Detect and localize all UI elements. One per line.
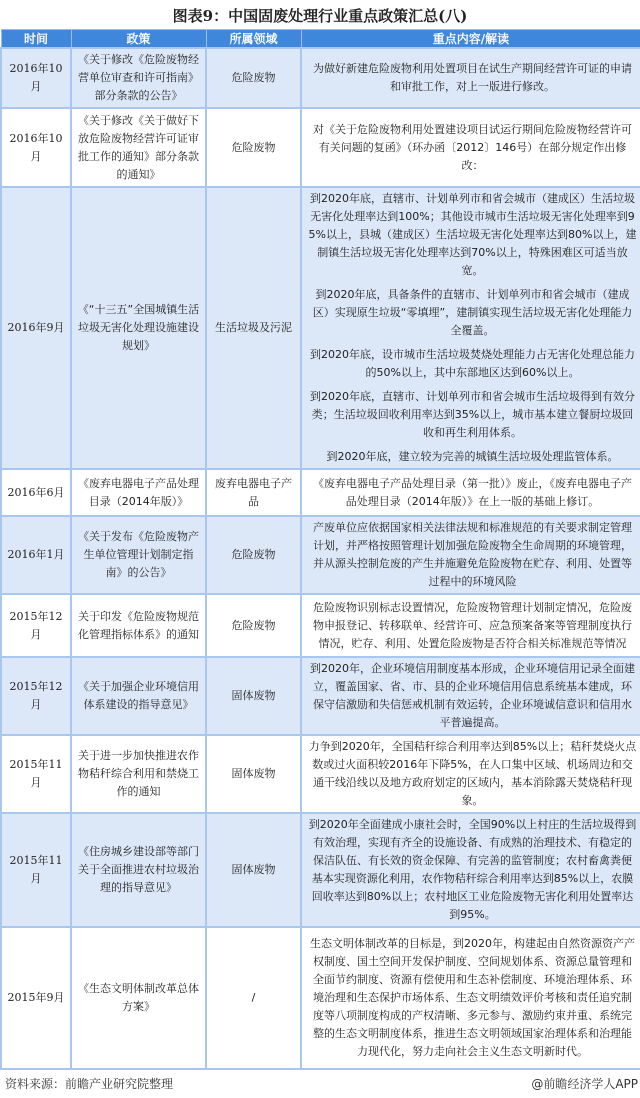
content-paragraph: 产废单位应依据国家相关法律法规和标准规范的有关要求制定管理计划，并严格按照管理计划加强危险废物全生命周期的环境管理，并从源头控制危废的产生并施避免危险废物在贮存、利用、处置等 过程中的环境风险 <box>313 521 632 588</box>
policy-table <box>0 29 640 1070</box>
table-row <box>1 516 640 594</box>
row-field: 危险废物 <box>206 108 301 187</box>
header-content: 重点内容/解读 <box>301 30 640 49</box>
row-field: 危险废物 <box>206 516 301 594</box>
table-header <box>1 30 640 49</box>
row-policy: 《生态文明体制改革总体方案》 <box>71 927 206 1069</box>
content-paragraph: 对《关于危险废物利用处置建设项目试运行期间危险废物经营许可有关问题的复函》（环办函〔2012〕146号）在部分规定作出修改： <box>313 122 632 172</box>
row-date: 2015年12月 <box>1 594 71 657</box>
row-date: 2016年9月 <box>1 187 71 469</box>
row-content <box>301 108 640 187</box>
row-content <box>301 813 640 927</box>
content-paragraph: 危险废物识别标志设置情况，危险废物管理计划制定情况，危险废物申报登记、转移联单、经营许可、应急预案备案等管理制度执行情况，贮存、利用、处置危险废物是否符合相关标准规范等情况 <box>313 600 632 650</box>
row-policy: 《关于修改《关于做好下放危险废物经营许可证审批工作的通知》部分条款的通知》 <box>71 108 206 187</box>
row-policy: 《“十三五”全国城镇生活垃圾无害化处理设施建设规划》 <box>71 187 206 469</box>
row-field: 固体废物 <box>206 657 301 735</box>
row-content <box>301 516 640 594</box>
row-date: 2016年10月 <box>1 48 71 108</box>
content-paragraph: 到2020年底，直辖市、计划单列市和省会城市生活垃圾得到有效分类；生活垃圾回收利用率达到35%以上，城市基本建立餐厨垃圾回收和再生利用体系。 <box>310 390 635 439</box>
row-date: 2015年11月 <box>1 813 71 927</box>
header-policy: 政策 <box>71 30 206 49</box>
footer <box>0 1070 640 1098</box>
content-paragraph: 到2020年，企业环境信用制度基本形成，企业环境信用记录全面建立，覆盖国家、省、市、县的企业环境信用信息系统基本建成，环保守信激励和失信惩戒机制有效运转，企业环境诚信意识和信用水平普遍提高。 <box>310 662 635 729</box>
row-policy: 《废弃电器电子产品处理目录（2014年版）》 <box>71 469 206 516</box>
row-policy: 关于进一步加快推进农作物秸秆综合利用和禁烧工作的通知 <box>71 735 206 813</box>
table-row <box>1 48 640 108</box>
row-policy: 《关于发布《危险废物产生单位管理计划制定指南》的公告》 <box>71 516 206 594</box>
row-date: 2016年10月 <box>1 108 71 187</box>
content-paragraph: 到2020年底，建立较为完善的城镇生活垃圾处理监管体系。 <box>326 450 619 463</box>
table-row <box>1 469 640 516</box>
row-content <box>301 469 640 516</box>
table-row <box>1 813 640 927</box>
header-field: 所属领域 <box>206 30 301 49</box>
content-paragraph: 生态文明体制改革的目标是，到2020年，构建起由自然资源资产产权制度、国土空间开发保护制度、空间规划体系、资源总量管理和全面节约制度、资源有偿使用和生态补偿制度、环境治理体系、环境治理和生态保护市场体系、生态文明绩效评价考核和责任追究制度等八项制度构成的产权清晰、多元参与、激励约束并重、系统完整的生态文明制度体系，推进生态文明领域国家治理体系和治理能力现代化，努力走向社会主义生态文明新时代。 <box>310 937 635 1058</box>
row-content <box>301 594 640 657</box>
content-paragraph: 为做好新建危险废物利用处置项目在试生产期间经营许可证的申请和审批工作，对上一版进行修改。 <box>313 62 632 93</box>
row-field: 废弃电器电子产品 <box>206 469 301 516</box>
content-paragraph: 《废弃电器电子产品处理目录（第一批）》废止，《废弃电器电子产品处理目录（2014年版）》在上一版的基础上修订。 <box>313 476 632 508</box>
row-policy: 《住房城乡建设部等部门关于全面推进农村垃圾治理的指导意见》 <box>71 813 206 927</box>
page-title: 图表9：中国固废处理行业重点政策汇总(八) <box>172 7 468 25</box>
content-paragraph: 到2020年底，直辖市、计划单列市和省会城市（建成区）生活垃圾无害化处理率达到100%；其他设市城市生活垃圾无害化处理率到95%以上，县城（建成区）生活垃圾无害化处理率达到80%以上，建制镇生活垃圾无害化处理率达到70%以上，特殊困难区可适当放宽。 <box>308 192 637 277</box>
table-row <box>1 594 640 657</box>
row-content <box>301 187 640 469</box>
row-date: 2015年11月 <box>1 735 71 813</box>
header-date: 时间 <box>1 30 71 49</box>
content-paragraph: 到2020年底，具备条件的直辖市、计划单列市和省会城市（建成区）实现原生垃圾“零填埋”，建制镇实现生活垃圾无害化处理能力全覆盖。 <box>312 288 633 337</box>
row-policy: 关于印发《危险废物规范化管理指标体系》的通知 <box>71 594 206 657</box>
row-policy: 《关于加强企业环境信用体系建设的指导意见》 <box>71 657 206 735</box>
row-field: 危险废物 <box>206 48 301 108</box>
row-content <box>301 927 640 1069</box>
table-row <box>1 927 640 1069</box>
row-content <box>301 48 640 108</box>
content-paragraph: 力争到2020年，全国秸秆综合利用率达到85%以上；秸秆焚烧火点数或过火面积较2016年下降5%，在人口集中区域、机场周边和交通干线沿线以及地方政府划定的区域内，基本消除露天焚烧秸秆现象。 <box>308 740 637 807</box>
brand-credit: @前瞻经济学人APP <box>531 1077 638 1091</box>
row-date: 2015年9月 <box>1 927 71 1069</box>
table-row <box>1 657 640 735</box>
content-paragraph: 到2020年底，设市城市生活垃圾焚烧处理能力占无害化处理总能力的50%以上，其中东部地区达到60%以上。 <box>310 348 635 379</box>
row-field: 固体废物 <box>206 813 301 927</box>
row-field: 生活垃圾及污泥 <box>206 187 301 469</box>
table-row <box>1 108 640 187</box>
row-field: / <box>206 927 301 1069</box>
row-field: 危险废物 <box>206 594 301 657</box>
row-date: 2016年6月 <box>1 469 71 516</box>
row-date: 2015年12月 <box>1 657 71 735</box>
source-note: 资料来源：前瞻产业研究院整理 <box>5 1077 174 1091</box>
row-policy: 《关于修改《危险废物经营单位审查和许可指南》部分条款的公告》 <box>71 48 206 108</box>
row-field: 固体废物 <box>206 735 301 813</box>
table-row <box>1 187 640 469</box>
row-date: 2016年1月 <box>1 516 71 594</box>
content-paragraph: 到2020年全面建成小康社会时，全国90%以上村庄的生活垃圾得到有效治理，实现有齐全的设施设备、有成熟的治理技术、有稳定的保洁队伍、有长效的资金保障、有完善的监管制度；农村畜禽粪便基本实现资源化利用，农作物秸秆综合利用率达到85%以上，农膜回收率达到80%以上；农村地区工业危险废物无害化利用处置率达到95%。 <box>308 818 637 921</box>
table-row <box>1 735 640 813</box>
row-content <box>301 657 640 735</box>
row-content <box>301 735 640 813</box>
